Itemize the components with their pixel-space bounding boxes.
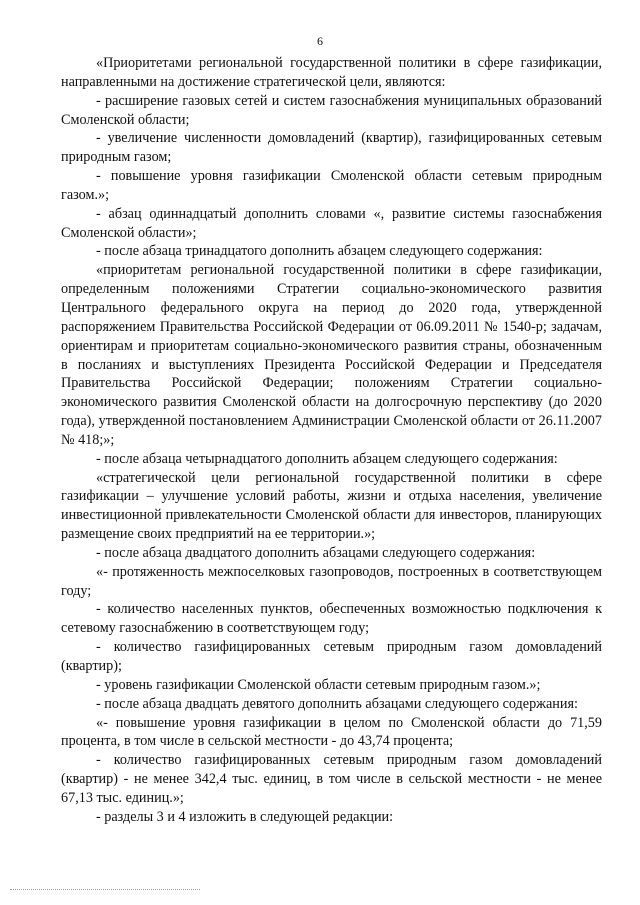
paragraph-after-twentieth: - после абзаца двадцатого дополнить абзацами следующего содержания: [96,544,536,561]
paragraph-expand-networks: - расширение газовых сетей и систем газоснабжения муниципальных образований Смоленской области; [61,92,602,128]
paragraph-households-count: - количество газифицированных сетевым природным газом домовладений (квартир); [61,639,602,674]
footer-divider [10,889,200,890]
paragraph-level-target: «- повышение уровня газификации в целом по Смоленской области до 71,59 процента, в том числе в сельской местности - до 43,74 процента; [61,714,602,750]
paragraph-strategic-goal: «стратегической цели региональной государственной политики в сфере газификации – улучшение условий работы, жизни и отдыха населения, увеличение инвестиционной привлекательности Смоленской области для инвесторов, планирующих размещение своих предприятий на ее территории.»; [61,469,602,543]
paragraph-households-target: - количество газифицированных сетевым природным газом домовладений (квартир) - не менее 342,4 тыс. единиц, в том числе в сельской местности - не менее 67,13 тыс. единиц.»; [61,752,602,806]
document-body [61,54,602,827]
paragraph-after-twenty-ninth: - после абзаца двадцать девятого дополнить абзацами следующего содержания: [96,695,578,712]
paragraph-settlements-count: - количество населенных пунктов, обеспеченных возможностью подключения к сетевому газоснабжению в соответствующем году; [61,601,602,637]
paragraph-priorities-intro: «Приоритетами региональной государственной политики в сфере газификации, направленными на достижение стратегической цели, являются: [61,55,602,90]
page-number: 6 [317,34,323,48]
paragraph-sections-3-4: - разделы 3 и 4 изложить в следующей редакции: [96,808,394,825]
paragraph-increase-households: - увеличение численности домовладений (квартир), газифицированных сетевым природным газом; [61,130,602,166]
paragraph-after-thirteenth: - после абзаца тринадцатого дополнить абзацем следующего содержания: [96,243,543,260]
paragraph-amend-eleventh: - абзац одиннадцатый дополнить словами «, развитие системы газоснабжения Смоленской области»; [61,205,602,241]
paragraph-pipeline-length: «- протяженность межпоселковых газопроводов, построенных в соответствующем году; [61,563,602,599]
paragraph-raise-level: - повышение уровня газификации Смоленской области сетевым природным газом.»; [61,168,602,203]
paragraph-strategy-priorities: «приоритетам региональной государственной политики в сфере газификации, определенным положениями Стратегии социально-экономического развития Центрального федерального округа на период до 2020 года, утвержденной распоряжением Правительства Российской Федерации от 06.09.2011 № 1540-р; задачам, ориентирам и приоритетам социально-экономического развития страны, обозначенным в посланиях и выступлениях Президента Российской Федерации и Председателя Правительства Российской Федерации; положениям Стратегии социально-экономического развития Смоленской области на долгосрочную перспективу (до 2020 года), утвержденной постановлением Администрации Смоленской области от 26.11.2007 № 418;»; [61,262,602,448]
paragraph-after-fourteenth: - после абзаца четырнадцатого дополнить абзацем следующего содержания: [96,450,558,467]
paragraph-gasification-level: - уровень газификации Смоленской области сетевым природным газом.»; [96,676,541,693]
